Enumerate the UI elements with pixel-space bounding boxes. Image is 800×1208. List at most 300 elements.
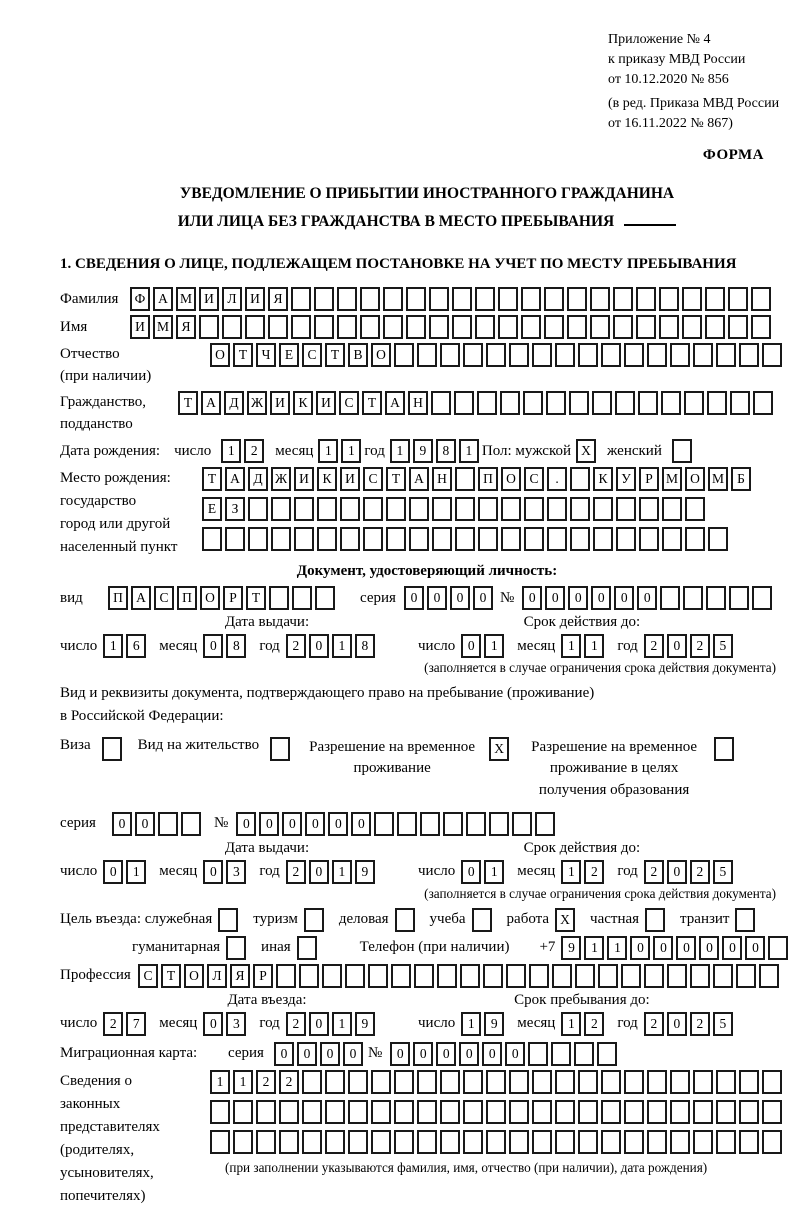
representatives-row1-input-cell[interactable] (394, 1070, 414, 1094)
patronymic-input-cell[interactable] (693, 343, 713, 367)
citizenship-input-cell[interactable] (638, 391, 658, 415)
id-issue-year-input-cell[interactable]: 8 (355, 634, 375, 658)
business-checkbox[interactable] (395, 908, 418, 932)
study-checkbox[interactable] (472, 908, 495, 932)
patronymic-input-cell[interactable]: Т (233, 343, 253, 367)
representatives-row2-input-cell[interactable] (302, 1100, 322, 1124)
citizenship-input-cell[interactable]: С (339, 391, 359, 415)
profession-input-cell[interactable] (368, 964, 388, 988)
surname-input-cell[interactable]: И (245, 287, 265, 311)
surname-input-cell[interactable] (659, 287, 679, 311)
name-input-cell[interactable] (337, 315, 357, 339)
patronymic-input-cell[interactable] (762, 343, 782, 367)
citizenship-input-cell[interactable]: И (316, 391, 336, 415)
id-kind-input-cell[interactable] (269, 586, 289, 610)
residence-permit-checkbox[interactable] (270, 737, 293, 761)
surname-input-cell[interactable] (521, 287, 541, 311)
id-kind-input-cell[interactable]: П (108, 586, 128, 610)
representatives-row2-input-cell[interactable] (348, 1100, 368, 1124)
visa-checkbox-cell[interactable] (102, 737, 122, 761)
profession-input-cell[interactable]: Т (161, 964, 181, 988)
id-number-input-cell[interactable]: 0 (568, 586, 588, 610)
migration-series-input[interactable] (274, 1042, 366, 1066)
work-checkbox-cell[interactable]: X (555, 908, 575, 932)
representatives-row1-input-cell[interactable] (509, 1070, 529, 1094)
tourism-checkbox-cell[interactable] (304, 908, 324, 932)
citizenship-input-cell[interactable] (546, 391, 566, 415)
stay-day-input-cell[interactable]: 9 (484, 1012, 504, 1036)
permit-number-input-cell[interactable] (443, 812, 463, 836)
id-valid-month-input-cell[interactable]: 1 (561, 634, 581, 658)
private-checkbox-cell[interactable] (645, 908, 665, 932)
representatives-row1-input-cell[interactable]: 2 (279, 1070, 299, 1094)
representatives-row1-input-cell[interactable] (440, 1070, 460, 1094)
permit-issue-month-input[interactable] (203, 860, 249, 884)
name-input-cell[interactable] (728, 315, 748, 339)
phone-input-cell[interactable]: 0 (630, 936, 650, 960)
permit-issue-year-input-cell[interactable]: 9 (355, 860, 375, 884)
birthplace-row1-input-cell[interactable]: . (547, 467, 567, 491)
representatives-row3-input-cell[interactable] (670, 1130, 690, 1154)
representatives-row1-input-cell[interactable] (670, 1070, 690, 1094)
patronymic-input-cell[interactable] (532, 343, 552, 367)
migration-series-input-cell[interactable]: 0 (343, 1042, 363, 1066)
permit-valid-day-input[interactable] (461, 860, 507, 884)
representatives-row3-input-cell[interactable] (486, 1130, 506, 1154)
representatives-row3-input-cell[interactable] (647, 1130, 667, 1154)
permit-number-input-cell[interactable] (397, 812, 417, 836)
representatives-row3-input-cell[interactable] (302, 1130, 322, 1154)
id-valid-year-input-cell[interactable]: 0 (667, 634, 687, 658)
permit-number-input-cell[interactable]: 0 (328, 812, 348, 836)
id-valid-year-input-cell[interactable]: 2 (644, 634, 664, 658)
phone-input[interactable] (561, 936, 791, 960)
representatives-row3-input[interactable] (210, 1130, 785, 1154)
surname-input-cell[interactable]: Л (222, 287, 242, 311)
name-input-cell[interactable] (429, 315, 449, 339)
representatives-row2-input-cell[interactable] (716, 1100, 736, 1124)
representatives-row1-input-cell[interactable] (739, 1070, 759, 1094)
representatives-row3-input-cell[interactable] (348, 1130, 368, 1154)
surname-input-cell[interactable] (475, 287, 495, 311)
id-series-input-cell[interactable]: 0 (473, 586, 493, 610)
citizenship-input-cell[interactable] (707, 391, 727, 415)
stay-day-input-cell[interactable]: 1 (461, 1012, 481, 1036)
representatives-row3-input-cell[interactable] (693, 1130, 713, 1154)
birthplace-row1-input-cell[interactable]: Т (386, 467, 406, 491)
patronymic-input-cell[interactable] (578, 343, 598, 367)
entry-month-input[interactable] (203, 1012, 249, 1036)
phone-input-cell[interactable]: 0 (676, 936, 696, 960)
humanitarian-checkbox-cell[interactable] (226, 936, 246, 960)
id-valid-day-input-cell[interactable]: 0 (461, 634, 481, 658)
birthplace-row2-input-cell[interactable] (685, 497, 705, 521)
permit-issue-year-input-cell[interactable]: 1 (332, 860, 352, 884)
id-number-input-cell[interactable]: 0 (545, 586, 565, 610)
surname-input-cell[interactable] (383, 287, 403, 311)
representatives-row3-input-cell[interactable] (279, 1130, 299, 1154)
permit-number-input-cell[interactable] (374, 812, 394, 836)
birthplace-row1-input-cell[interactable]: Б (731, 467, 751, 491)
humanitarian-checkbox[interactable] (226, 936, 249, 960)
patronymic-input-cell[interactable]: О (210, 343, 230, 367)
id-issue-month-input-cell[interactable]: 8 (226, 634, 246, 658)
citizenship-input-cell[interactable] (661, 391, 681, 415)
birthplace-row3-input-cell[interactable] (317, 527, 337, 551)
birthplace-row1-input-cell[interactable]: О (501, 467, 521, 491)
birthplace-row3-input-cell[interactable] (294, 527, 314, 551)
birthplace-row2-input-cell[interactable] (570, 497, 590, 521)
representatives-row2-input-cell[interactable] (256, 1100, 276, 1124)
permit-number-input-cell[interactable]: 0 (351, 812, 371, 836)
representatives-row2-input-cell[interactable] (578, 1100, 598, 1124)
name-input-cell[interactable] (199, 315, 219, 339)
birthplace-row1-input[interactable] (202, 467, 754, 491)
representatives-row1-input-cell[interactable] (348, 1070, 368, 1094)
permit-number-input-cell[interactable]: 0 (259, 812, 279, 836)
profession-input-cell[interactable] (506, 964, 526, 988)
representatives-row1-input-cell[interactable] (417, 1070, 437, 1094)
representatives-row1-input[interactable] (210, 1070, 785, 1094)
permit-issue-day-input-cell[interactable]: 1 (126, 860, 146, 884)
stay-year-input-cell[interactable]: 0 (667, 1012, 687, 1036)
birthplace-row1-input-cell[interactable]: Р (639, 467, 659, 491)
id-issue-year-input-cell[interactable]: 2 (286, 634, 306, 658)
representatives-row2-input-cell[interactable] (739, 1100, 759, 1124)
profession-input-cell[interactable] (276, 964, 296, 988)
patronymic-input-cell[interactable]: Ч (256, 343, 276, 367)
birthplace-row1-input-cell[interactable]: М (708, 467, 728, 491)
id-series-input-cell[interactable]: 0 (404, 586, 424, 610)
surname-input-cell[interactable] (337, 287, 357, 311)
birthplace-row1-input-cell[interactable]: К (593, 467, 613, 491)
citizenship-input-cell[interactable]: А (201, 391, 221, 415)
birthplace-row1-input-cell[interactable]: Д (248, 467, 268, 491)
name-input-cell[interactable]: И (130, 315, 150, 339)
id-number-input-cell[interactable] (729, 586, 749, 610)
id-valid-month-input[interactable] (561, 634, 607, 658)
birthplace-row3-input-cell[interactable] (386, 527, 406, 551)
citizenship-input-cell[interactable] (753, 391, 773, 415)
id-valid-year-input[interactable] (644, 634, 736, 658)
birthplace-row2-input-cell[interactable] (317, 497, 337, 521)
sex-female-checkbox-cell[interactable] (672, 439, 692, 463)
birthplace-row1-input-cell[interactable]: И (294, 467, 314, 491)
birthplace-row1-input-cell[interactable]: А (225, 467, 245, 491)
birthplace-row2-input-cell[interactable]: З (225, 497, 245, 521)
temp-residence-edu-checkbox-cell[interactable] (714, 737, 734, 761)
id-kind-input-cell[interactable]: П (177, 586, 197, 610)
entry-year-input-cell[interactable]: 1 (332, 1012, 352, 1036)
birthplace-row3-input-cell[interactable] (547, 527, 567, 551)
surname-input-cell[interactable] (360, 287, 380, 311)
profession-input-cell[interactable]: Р (253, 964, 273, 988)
patronymic-input-cell[interactable] (509, 343, 529, 367)
id-kind-input-cell[interactable]: Т (246, 586, 266, 610)
representatives-row2-input-cell[interactable] (624, 1100, 644, 1124)
migration-number-input-cell[interactable]: 0 (505, 1042, 525, 1066)
id-issue-year-input-cell[interactable]: 1 (332, 634, 352, 658)
id-series-input-cell[interactable]: 0 (450, 586, 470, 610)
citizenship-input-cell[interactable] (684, 391, 704, 415)
surname-input-cell[interactable]: М (176, 287, 196, 311)
id-number-input-cell[interactable] (706, 586, 726, 610)
surname-input-cell[interactable] (728, 287, 748, 311)
permit-valid-year-input-cell[interactable]: 2 (644, 860, 664, 884)
birthplace-row3-input-cell[interactable] (409, 527, 429, 551)
representatives-row3-input-cell[interactable] (256, 1130, 276, 1154)
name-input-cell[interactable] (498, 315, 518, 339)
birthplace-row1-input-cell[interactable]: П (478, 467, 498, 491)
surname-input-cell[interactable] (429, 287, 449, 311)
patronymic-input-cell[interactable]: Е (279, 343, 299, 367)
birthplace-row3-input-cell[interactable] (455, 527, 475, 551)
representatives-row1-input-cell[interactable] (463, 1070, 483, 1094)
representatives-row1-input-cell[interactable] (624, 1070, 644, 1094)
id-number-input-cell[interactable] (683, 586, 703, 610)
representatives-row2-input-cell[interactable] (394, 1100, 414, 1124)
representatives-row2-input-cell[interactable] (440, 1100, 460, 1124)
profession-input-cell[interactable] (529, 964, 549, 988)
temp-residence-checkbox[interactable] (489, 737, 512, 761)
surname-input-cell[interactable] (452, 287, 472, 311)
profession-input-cell[interactable] (575, 964, 595, 988)
patronymic-input-cell[interactable]: С (302, 343, 322, 367)
birth-month-input-cell[interactable]: 1 (341, 439, 361, 463)
profession-input-cell[interactable] (667, 964, 687, 988)
birthplace-row1-input-cell[interactable]: И (340, 467, 360, 491)
citizenship-input-cell[interactable] (500, 391, 520, 415)
stay-month-input-cell[interactable]: 1 (561, 1012, 581, 1036)
representatives-row3-input-cell[interactable] (624, 1130, 644, 1154)
representatives-row3-input-cell[interactable] (440, 1130, 460, 1154)
birthplace-row1-input-cell[interactable]: Ж (271, 467, 291, 491)
patronymic-input-cell[interactable] (647, 343, 667, 367)
patronymic-input-cell[interactable] (486, 343, 506, 367)
permit-series-input-cell[interactable] (158, 812, 178, 836)
id-number-input-cell[interactable]: 0 (591, 586, 611, 610)
birthplace-row3-input-cell[interactable] (340, 527, 360, 551)
citizenship-input-cell[interactable]: Н (408, 391, 428, 415)
citizenship-input-cell[interactable] (569, 391, 589, 415)
permit-series-input[interactable] (112, 812, 204, 836)
id-number-input-cell[interactable] (660, 586, 680, 610)
surname-input-cell[interactable] (291, 287, 311, 311)
patronymic-input-cell[interactable] (716, 343, 736, 367)
id-kind-input-cell[interactable] (315, 586, 335, 610)
work-checkbox[interactable] (555, 908, 578, 932)
permit-valid-year-input-cell[interactable]: 0 (667, 860, 687, 884)
representatives-row3-input-cell[interactable] (762, 1130, 782, 1154)
birthplace-row3-input-cell[interactable] (432, 527, 452, 551)
representatives-row1-input-cell[interactable] (486, 1070, 506, 1094)
sex-male-checkbox[interactable] (576, 439, 599, 463)
id-kind-input-cell[interactable]: А (131, 586, 151, 610)
citizenship-input-cell[interactable] (615, 391, 635, 415)
birthplace-row2-input-cell[interactable] (593, 497, 613, 521)
patronymic-input-cell[interactable] (417, 343, 437, 367)
name-input-cell[interactable] (751, 315, 771, 339)
birth-month-input[interactable] (318, 439, 364, 463)
name-input-cell[interactable] (245, 315, 265, 339)
profession-input-cell[interactable] (736, 964, 756, 988)
name-input[interactable] (130, 315, 774, 339)
representatives-row1-input-cell[interactable] (693, 1070, 713, 1094)
representatives-row1-input-cell[interactable] (371, 1070, 391, 1094)
id-issue-month-input-cell[interactable]: 0 (203, 634, 223, 658)
patronymic-input-cell[interactable] (624, 343, 644, 367)
profession-input-cell[interactable] (345, 964, 365, 988)
permit-issue-year-input-cell[interactable]: 0 (309, 860, 329, 884)
representatives-row2-input-cell[interactable] (670, 1100, 690, 1124)
surname-input-cell[interactable] (590, 287, 610, 311)
stay-year-input-cell[interactable]: 2 (644, 1012, 664, 1036)
representatives-row1-input-cell[interactable] (716, 1070, 736, 1094)
representatives-row2-input-cell[interactable] (325, 1100, 345, 1124)
id-number-input-cell[interactable]: 0 (614, 586, 634, 610)
profession-input-cell[interactable] (598, 964, 618, 988)
representatives-row1-input-cell[interactable] (532, 1070, 552, 1094)
birthplace-row2-input-cell[interactable] (478, 497, 498, 521)
profession-input-cell[interactable]: О (184, 964, 204, 988)
patronymic-input-cell[interactable] (555, 343, 575, 367)
birthplace-row2-input-cell[interactable] (409, 497, 429, 521)
phone-input-cell[interactable] (768, 936, 788, 960)
birth-day-input-cell[interactable]: 2 (244, 439, 264, 463)
study-checkbox-cell[interactable] (472, 908, 492, 932)
surname-input-cell[interactable]: И (199, 287, 219, 311)
birthplace-row1-input-cell[interactable]: А (409, 467, 429, 491)
migration-number-input-cell[interactable] (551, 1042, 571, 1066)
permit-number-input-cell[interactable] (535, 812, 555, 836)
migration-series-input-cell[interactable]: 0 (297, 1042, 317, 1066)
citizenship-input-cell[interactable] (592, 391, 612, 415)
name-input-cell[interactable] (452, 315, 472, 339)
birthplace-row1-input-cell[interactable] (455, 467, 475, 491)
migration-number-input-cell[interactable]: 0 (413, 1042, 433, 1066)
profession-input-cell[interactable] (322, 964, 342, 988)
birthplace-row3-input[interactable] (202, 527, 754, 551)
representatives-row3-input-cell[interactable] (325, 1130, 345, 1154)
surname-input-cell[interactable] (636, 287, 656, 311)
patronymic-input-cell[interactable] (440, 343, 460, 367)
other-checkbox[interactable] (297, 936, 320, 960)
birthplace-row2-input-cell[interactable] (616, 497, 636, 521)
id-valid-day-input[interactable] (461, 634, 507, 658)
birthplace-row3-input-cell[interactable] (616, 527, 636, 551)
representatives-row2-input-cell[interactable] (371, 1100, 391, 1124)
entry-year-input-cell[interactable]: 2 (286, 1012, 306, 1036)
patronymic-input-cell[interactable]: О (371, 343, 391, 367)
temp-residence-edu-checkbox[interactable] (714, 737, 737, 761)
permit-valid-year-input-cell[interactable]: 2 (690, 860, 710, 884)
representatives-row2-input-cell[interactable] (417, 1100, 437, 1124)
name-input-cell[interactable] (636, 315, 656, 339)
stay-day-input[interactable] (461, 1012, 507, 1036)
entry-day-input-cell[interactable]: 7 (126, 1012, 146, 1036)
birthplace-row3-input-cell[interactable] (248, 527, 268, 551)
name-input-cell[interactable] (567, 315, 587, 339)
name-input-cell[interactable] (521, 315, 541, 339)
representatives-row3-input-cell[interactable] (394, 1130, 414, 1154)
representatives-row3-input-cell[interactable] (716, 1130, 736, 1154)
name-input-cell[interactable] (222, 315, 242, 339)
phone-input-cell[interactable]: 0 (699, 936, 719, 960)
id-number-input-cell[interactable] (752, 586, 772, 610)
profession-input-cell[interactable] (460, 964, 480, 988)
birthplace-row2-input-cell[interactable] (501, 497, 521, 521)
id-kind-input-cell[interactable]: О (200, 586, 220, 610)
name-input-cell[interactable] (268, 315, 288, 339)
birthplace-row1-input-cell[interactable]: Н (432, 467, 452, 491)
permit-issue-month-input-cell[interactable]: 3 (226, 860, 246, 884)
birthplace-row2-input-cell[interactable] (363, 497, 383, 521)
birth-month-input-cell[interactable]: 1 (318, 439, 338, 463)
citizenship-input-cell[interactable]: Ж (247, 391, 267, 415)
birthplace-row2-input-cell[interactable] (639, 497, 659, 521)
representatives-row3-input-cell[interactable] (601, 1130, 621, 1154)
representatives-row3-input-cell[interactable] (578, 1130, 598, 1154)
visa-checkbox[interactable] (102, 737, 125, 761)
name-input-cell[interactable]: М (153, 315, 173, 339)
birthplace-row3-input-cell[interactable] (478, 527, 498, 551)
transit-checkbox[interactable] (735, 908, 758, 932)
birthplace-row3-input-cell[interactable] (363, 527, 383, 551)
migration-number-input-cell[interactable]: 0 (459, 1042, 479, 1066)
representatives-row2-input-cell[interactable] (762, 1100, 782, 1124)
entry-day-input-cell[interactable]: 2 (103, 1012, 123, 1036)
citizenship-input-cell[interactable]: И (270, 391, 290, 415)
birthplace-row2-input-cell[interactable] (432, 497, 452, 521)
permit-valid-year-input-cell[interactable]: 5 (713, 860, 733, 884)
birthplace-row1-input-cell[interactable]: О (685, 467, 705, 491)
surname-input-cell[interactable] (705, 287, 725, 311)
phone-input-cell[interactable]: 0 (722, 936, 742, 960)
birth-year-input-cell[interactable]: 1 (459, 439, 479, 463)
birthplace-row1-input-cell[interactable]: М (662, 467, 682, 491)
birthplace-row3-input-cell[interactable] (524, 527, 544, 551)
birthplace-row1-input-cell[interactable]: К (317, 467, 337, 491)
id-kind-input-cell[interactable]: Р (223, 586, 243, 610)
migration-number-input-cell[interactable] (528, 1042, 548, 1066)
citizenship-input-cell[interactable]: А (385, 391, 405, 415)
profession-input-cell[interactable] (759, 964, 779, 988)
migration-number-input[interactable] (390, 1042, 620, 1066)
id-kind-input-cell[interactable]: С (154, 586, 174, 610)
birthplace-row2-input-cell[interactable]: Е (202, 497, 222, 521)
birthplace-row3-input-cell[interactable] (662, 527, 682, 551)
permit-valid-day-input-cell[interactable]: 1 (484, 860, 504, 884)
representatives-row2-input-cell[interactable] (463, 1100, 483, 1124)
name-input-cell[interactable] (360, 315, 380, 339)
permit-number-input-cell[interactable] (512, 812, 532, 836)
citizenship-input[interactable] (178, 391, 776, 415)
permit-issue-day-input[interactable] (103, 860, 149, 884)
entry-month-input-cell[interactable]: 3 (226, 1012, 246, 1036)
surname-input-cell[interactable]: Я (268, 287, 288, 311)
birthplace-row2-input-cell[interactable] (294, 497, 314, 521)
migration-series-input-cell[interactable]: 0 (274, 1042, 294, 1066)
phone-input-cell[interactable]: 0 (653, 936, 673, 960)
permit-valid-year-input[interactable] (644, 860, 736, 884)
birthplace-row1-input-cell[interactable]: У (616, 467, 636, 491)
representatives-row1-input-cell[interactable]: 1 (210, 1070, 230, 1094)
representatives-row1-input-cell[interactable] (302, 1070, 322, 1094)
birthplace-row3-input-cell[interactable] (639, 527, 659, 551)
entry-year-input-cell[interactable]: 9 (355, 1012, 375, 1036)
birthplace-row2-input-cell[interactable] (547, 497, 567, 521)
id-issue-day-input-cell[interactable]: 1 (103, 634, 123, 658)
